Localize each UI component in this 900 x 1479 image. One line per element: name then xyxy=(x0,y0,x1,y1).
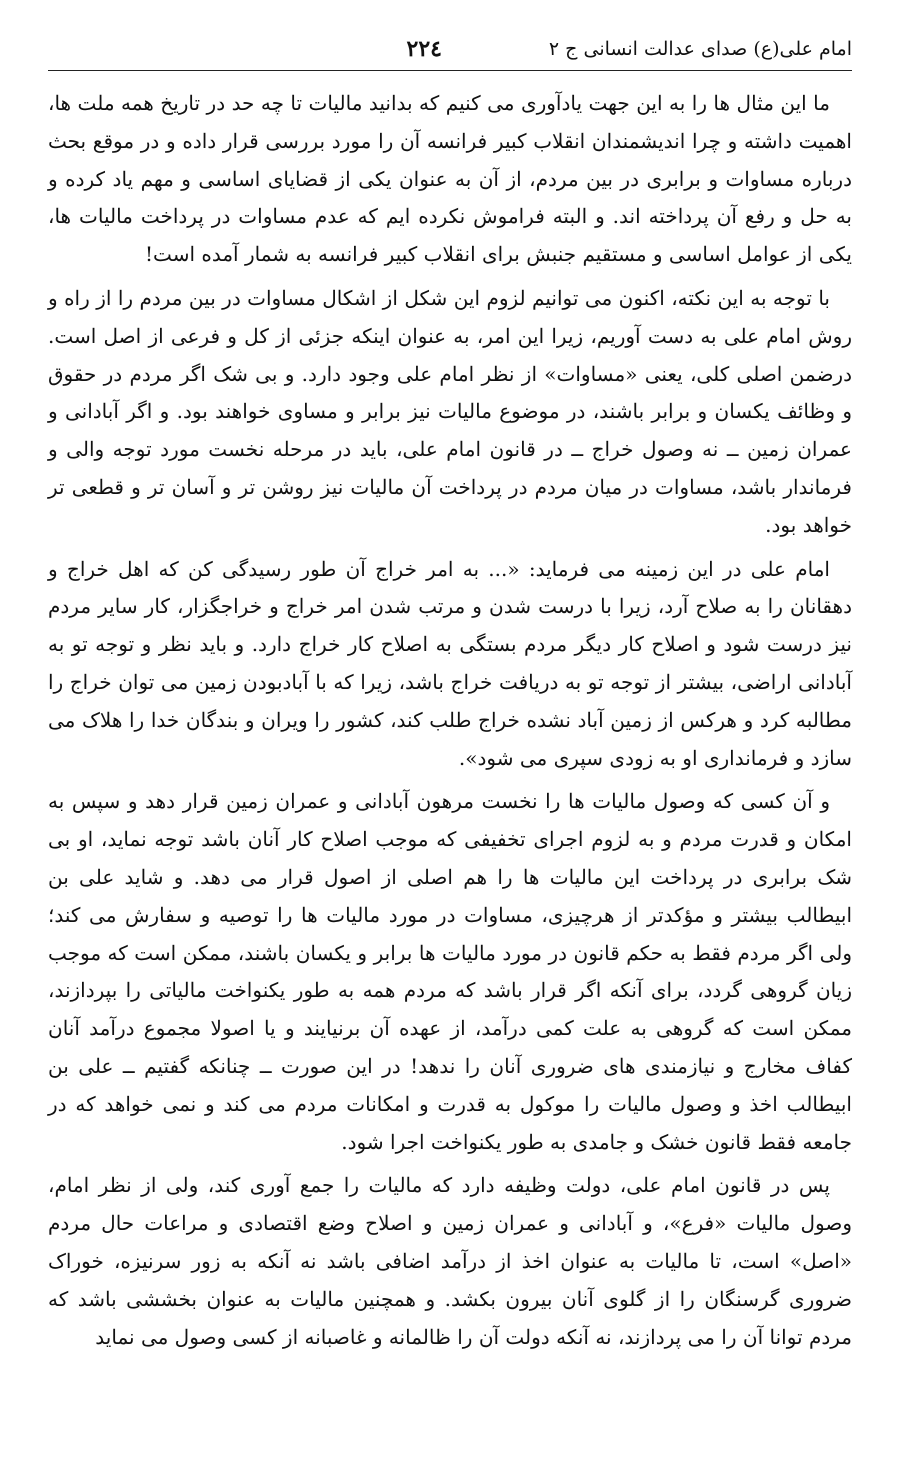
paragraph-4: و آن کسی که وصول مالیات ها را نخست مرهون آبادانی و عمران زمین قرار دهد و سپس به امکان و قدرت مردم و به لزوم اجرای تخفیفی که موجب اصلاح کار آنان باشد توجه نماید، او بی شک برابری در پرداخت این مالیات ها را هم اصلی از اصول قرار می دهد. و شاید علی بن ابیطالب بیشتر و مؤکدتر از هرچیزی، مساوات در مورد مالیات ها را توصیه و سفارش می کند؛ ولی اگر مردم فقط به حکم قانون در مورد مالیات ها برابر و یکسان باشند، ممکن است که موجب زیان گروهی گردد، برای آنکه اگر قرار باشد که مردم همه به طور یکنواخت مالیاتی را بپردازند، ممکن است که گروهی به علت کمی درآمد، از عهده آن برنیایند و یا اصولا مجموع درآمد آنان کفاف مخارج و نیازمندی های ضروری آنان را ندهد! در این صورت ــ چنانکه گفتیم ــ علی بن ابیطالب اخذ و وصول مالیات را موکول به قدرت و امکانات مردم می کند و نمی خواهد که در جامعه فقط قانون خشک و جامدی به طور یکنواخت اجرا شود. xyxy=(48,789,852,1154)
paragraph-1: ما این مثال ها را به این جهت یادآوری می کنیم که بدانید مالیات تا چه حد در تاریخ همه ملت ها، اهمیت داشته و چرا اندیشمندان انقلاب کبیر فرانسه آن را مورد بررسی قرار داده و در موقع بحث درباره مساوات و برابری در بین مردم، از آن به عنوان یکی از قضایای اساسی و مهم یاد کرده و به حل و رفع آن پرداخته اند. و البته فراموش نکرده ایم که عدم مساوات در پرداخت مالیات ها، یکی از عوامل اساسی و مستقیم جنبش برای انقلاب کبیر فرانسه به شمار آمده است! xyxy=(48,91,852,267)
running-title: امام علی(ع) صدای عدالت انسانی ج ۲ xyxy=(548,38,852,60)
body-text xyxy=(48,85,852,1356)
paragraph-5: پس در قانون امام علی، دولت وظیفه دارد که مالیات را جمع آوری کند، ولی از نظر امام، وصول مالیات «فرع»، و آبادانی و عمران زمین و اصلاح وضع اقتصادی و مراعات حال مردم «اصل» است، تا مالیات به عنوان اخذ از درآمد اضافی باشد نه آنکه به زور سرنیزه، خوراک ضروری گرسنگان را از گلوی آنان بیرون بکشد. و همچنین مالیات به عنوان بخششی باشد که مردم توانا آن را می پردازند، نه آنکه دولت آن را ظالمانه و غاصبانه از کسی وصول می نماید xyxy=(48,1173,852,1349)
page-number: ۲۲٤ xyxy=(406,36,442,62)
paragraph-2: با توجه به این نکته، اکنون می توانیم لزوم این شکل از اشکال مساوات در بین مردم را از راه و روش امام علی به دست آوریم، زیرا این امر، به عنوان اینکه جزئی از کل و فرعی از اصل است. درضمن اصلی کلی، یعنی «مساوات» از نظر امام علی وجود دارد. و بی شک اگر مردم در حقوق و وظائف یکسان و برابر باشند، در موضوع مالیات نیز برابر و مساوی خواهند بود. و اگر آبادانی و عمران زمین ــ نه وصول خراج ــ در قانون امام علی، باید در مرحله نخست مورد توجه والی و فرماندار باشد، مساوات در میان مردم در پرداخت آن مالیات نیز روشن تر و آسان تر و قطعی تر خواهد بود. xyxy=(48,285,852,537)
running-header xyxy=(48,30,852,71)
paragraph-3: امام علی در این زمینه می فرماید: «... به امر خراج آن طور رسیدگی کن که اهل خراج و دهقانان را به صلاح آرد، زیرا با درست شدن و مرتب شدن امر خراج و خراجگزار، کار سایر مردم نیز درست شود و اصلاح کار دیگر مردم بستگی به اصلاح کار خراج دارد. و باید نظر و توجه تو به آبادانی اراضی، بیشتر از توجه تو به دریافت خراج باشد، زیرا که با آبادبودن زمین می توان خراج را مطالبه کرد و هرکس از زمین آباد نشده خراج طلب کند، کشور را ویران و بندگان خدا را هلاک می سازد و فرمانداری او به زودی سپری می شود». xyxy=(48,556,852,770)
